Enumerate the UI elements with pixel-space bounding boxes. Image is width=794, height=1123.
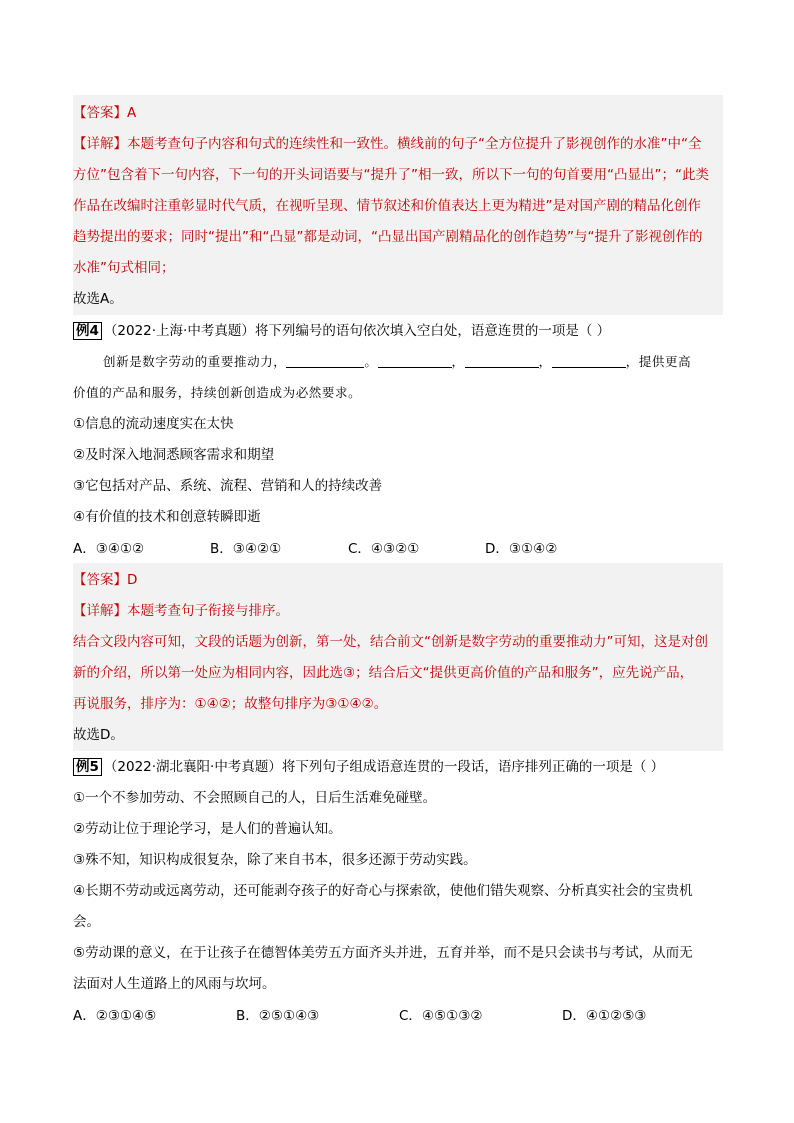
example5-option-b: B．②⑤①④③: [236, 1008, 320, 1024]
example5-heading: [73, 757, 723, 777]
answer-value-2: D: [127, 572, 138, 588]
example5-item-5-cont: 法面对人生道路上的风雨与坎坷。: [73, 976, 276, 992]
example5-item-4-cont: 会。: [73, 914, 100, 930]
example4-item-4: ④有价值的技术和创意转瞬即逝: [73, 509, 261, 525]
detail-label-2: 【详解】: [73, 603, 127, 619]
example4-option-d: D．③①④②: [485, 541, 558, 557]
conclusion-1: 故选A。: [73, 291, 123, 307]
example5-tag: 例5: [73, 758, 102, 776]
detail-line-1-1: [73, 134, 723, 154]
detail-text: 本题考查句子内容和句式的连续性和一致性。横线前的句子“全方位提升了影视创作的水准”中“全: [127, 136, 702, 152]
example5-item-5: ⑤劳动课的意义，在于让孩子在德智体美劳五方面齐头并进，五育并举，而不是只会读书与考试，从而无: [73, 945, 693, 961]
separator-2: ，: [451, 354, 465, 369]
answer-block-2-background: [73, 563, 723, 751]
separator-1: 。: [364, 354, 378, 369]
example5-item-3: ③殊不知，知识构成很复杂，除了来自书本，很多还源于劳动实践。: [73, 852, 477, 868]
detail-line-1-5: 水准”句式相同；: [73, 260, 175, 276]
example5-item-2: ②劳动让位于理论学习，是人们的普遍认知。: [73, 821, 342, 837]
blank-4: [552, 353, 626, 368]
example4-options: [73, 539, 723, 559]
example4-passage-line-2: 价值的产品和服务，持续创新创造成为必然要求。: [73, 385, 362, 400]
detail-line-2-3: 新的介绍，所以第一处应为相同内容，因此选③；结合后文“提供更高价值的产品和服务”，应先说产品，: [73, 665, 694, 681]
separator-3: ，: [538, 354, 552, 369]
example4-tag: 例4: [73, 322, 102, 340]
passage-start: 创新是数字劳动的重要推动力，: [103, 354, 287, 369]
example5-option-a: A．②③①④⑤: [73, 1008, 157, 1024]
example4-item-2: ②及时深入地洞悉顾客需求和期望: [73, 447, 275, 463]
detail-line-2-1: [73, 601, 723, 621]
passage-mid-end: ，提供更高: [625, 354, 692, 369]
detail-line-2-2: 结合文段内容可知，文段的话题为创新，第一处，结合前文“创新是数字劳动的重要推动力”可知，这是对创: [73, 634, 708, 650]
detail-line-1-2: 方位”包含着下一句内容，下一句的开头词语要与“提升了”相一致，所以下一句的句首要用“凸显出”；“此类: [73, 167, 709, 183]
example5-option-c: C．④⑤①③②: [399, 1008, 483, 1024]
example4-passage-line-1: [103, 352, 723, 372]
answer-line-2: [73, 570, 723, 590]
example4-option-a: A．③④①②: [73, 541, 145, 557]
answer-label-2: 【答案】: [73, 572, 127, 588]
detail-line-2-4: 再说服务，排序为：①④②；故整句排序为③①④②。: [73, 696, 388, 712]
conclusion-2: 故选D。: [73, 727, 124, 743]
example5-source: （2022·湖北襄阳·中考真题）: [103, 759, 282, 775]
example5-item-4: ④长期不劳动或远离劳动，还可能剥夺孩子的好奇心与探索欲，使他们错失观察、分析真实社会的宝贵机: [73, 883, 693, 899]
detail-label: 【详解】: [73, 136, 127, 152]
detail-text-2: 本题考查句子衔接与排序。: [127, 603, 289, 619]
blank-3: [465, 353, 539, 368]
example4-heading: [73, 321, 723, 341]
example4-option-c: C．④③②①: [348, 541, 420, 557]
answer-label: 【答案】: [73, 105, 127, 121]
example5-option-d: D．④①②⑤③: [562, 1008, 647, 1024]
example5-question: 将下列句子组成语意连贯的一段话，语序排列正确的一项是（ ）: [281, 759, 665, 775]
detail-line-1-3: 作品在改编时注重彰显时代气质，在视听呈现、情节叙述和价值表达上更为精进”是对国产剧的精品化创作: [73, 198, 701, 214]
example5-options: [73, 1006, 723, 1026]
blank-2: [378, 353, 452, 368]
answer-value: A: [127, 105, 137, 121]
example4-question: 将下列编号的语句依次填入空白处，语意连贯的一项是（ ）: [254, 323, 611, 339]
example5-item-1: ①一个不参加劳动、不会照顾自己的人，日后生活难免碰壁。: [73, 790, 437, 806]
example4-item-1: ①信息的流动速度实在太快: [73, 416, 234, 432]
example4-source: （2022·上海·中考真题）: [103, 323, 255, 339]
detail-line-1-4: 趋势提出的要求；同时“提出”和“凸显”都是动词，“凸显出国产剧精品化的创作趋势”与“提升了影视创作的: [73, 229, 703, 245]
answer-line-1: [73, 103, 723, 123]
blank-1: [286, 353, 364, 368]
example4-option-b: B．③④②①: [210, 541, 282, 557]
example4-item-3: ③它包括对产品、系统、流程、营销和人的持续改善: [73, 478, 383, 494]
